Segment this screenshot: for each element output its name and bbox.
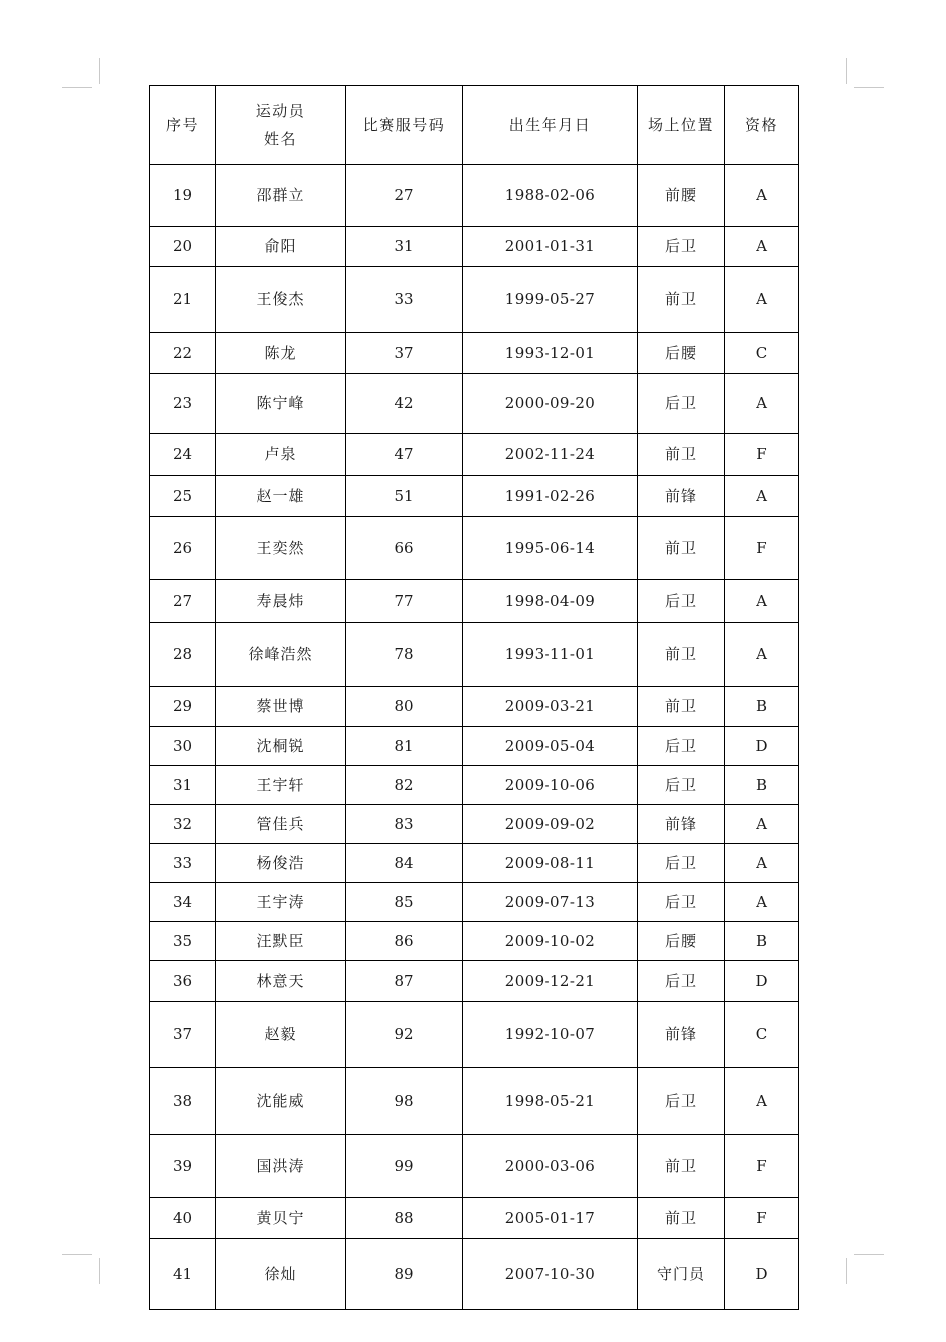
cell-idx: 19 bbox=[150, 165, 216, 227]
cell-idx: 39 bbox=[150, 1135, 216, 1198]
cell-pos: 前卫 bbox=[638, 1135, 725, 1198]
cell-name: 王奕然 bbox=[216, 517, 346, 580]
cell-qual: F bbox=[725, 1198, 799, 1239]
cell-num: 81 bbox=[346, 727, 463, 766]
cell-pos: 后卫 bbox=[638, 844, 725, 883]
cell-dob: 1992-10-07 bbox=[463, 1002, 638, 1068]
cell-name: 陈龙 bbox=[216, 333, 346, 374]
cell-idx: 38 bbox=[150, 1068, 216, 1135]
cell-qual: C bbox=[725, 1002, 799, 1068]
table-row bbox=[150, 883, 799, 922]
cell-name: 国洪涛 bbox=[216, 1135, 346, 1198]
table-row bbox=[150, 1068, 799, 1135]
cell-pos: 前卫 bbox=[638, 267, 725, 333]
cell-num: 33 bbox=[346, 267, 463, 333]
cell-name: 王宇涛 bbox=[216, 883, 346, 922]
cell-name: 沈能威 bbox=[216, 1068, 346, 1135]
cell-name: 赵毅 bbox=[216, 1002, 346, 1068]
cell-pos: 前卫 bbox=[638, 623, 725, 687]
table-row bbox=[150, 1198, 799, 1239]
cell-pos: 前腰 bbox=[638, 165, 725, 227]
cell-name: 徐峰浩然 bbox=[216, 623, 346, 687]
cell-dob: 1999-05-27 bbox=[463, 267, 638, 333]
cell-dob: 2009-03-21 bbox=[463, 687, 638, 727]
cell-pos: 后卫 bbox=[638, 883, 725, 922]
cell-num: 37 bbox=[346, 333, 463, 374]
cell-dob: 1995-06-14 bbox=[463, 517, 638, 580]
table-row bbox=[150, 374, 799, 434]
cell-idx: 37 bbox=[150, 1002, 216, 1068]
cell-qual: F bbox=[725, 517, 799, 580]
cell-pos: 前卫 bbox=[638, 687, 725, 727]
cell-qual: A bbox=[725, 623, 799, 687]
cell-name: 徐灿 bbox=[216, 1239, 346, 1310]
cell-dob: 1998-04-09 bbox=[463, 580, 638, 623]
cell-qual: A bbox=[725, 476, 799, 517]
cell-name: 汪默臣 bbox=[216, 922, 346, 961]
cell-name: 杨俊浩 bbox=[216, 844, 346, 883]
cell-dob: 2000-03-06 bbox=[463, 1135, 638, 1198]
cell-qual: D bbox=[725, 727, 799, 766]
cell-pos: 前锋 bbox=[638, 1002, 725, 1068]
cell-num: 66 bbox=[346, 517, 463, 580]
cell-qual: A bbox=[725, 580, 799, 623]
cell-dob: 1991-02-26 bbox=[463, 476, 638, 517]
cell-name: 沈桐锐 bbox=[216, 727, 346, 766]
table-row bbox=[150, 434, 799, 476]
table-header-row bbox=[150, 86, 799, 165]
table-row bbox=[150, 687, 799, 727]
cell-idx: 35 bbox=[150, 922, 216, 961]
cell-dob: 2009-12-21 bbox=[463, 961, 638, 1002]
cell-name: 蔡世博 bbox=[216, 687, 346, 727]
cell-idx: 30 bbox=[150, 727, 216, 766]
table-row bbox=[150, 766, 799, 805]
cell-name: 寿晨炜 bbox=[216, 580, 346, 623]
cell-qual: F bbox=[725, 434, 799, 476]
cell-dob: 1993-12-01 bbox=[463, 333, 638, 374]
cell-name: 卢泉 bbox=[216, 434, 346, 476]
cell-num: 99 bbox=[346, 1135, 463, 1198]
cell-pos: 前卫 bbox=[638, 517, 725, 580]
table-row bbox=[150, 227, 799, 267]
athlete-roster-table-wrapper bbox=[149, 85, 798, 1310]
cell-dob: 2009-10-02 bbox=[463, 922, 638, 961]
cell-idx: 29 bbox=[150, 687, 216, 727]
table-row bbox=[150, 1002, 799, 1068]
cell-idx: 34 bbox=[150, 883, 216, 922]
cell-qual: A bbox=[725, 374, 799, 434]
table-row bbox=[150, 267, 799, 333]
cell-name: 赵一雄 bbox=[216, 476, 346, 517]
cell-dob: 2005-01-17 bbox=[463, 1198, 638, 1239]
cell-num: 51 bbox=[346, 476, 463, 517]
cell-dob: 2000-09-20 bbox=[463, 374, 638, 434]
cell-pos: 后卫 bbox=[638, 961, 725, 1002]
cell-num: 83 bbox=[346, 805, 463, 844]
cell-qual: F bbox=[725, 1135, 799, 1198]
cell-idx: 31 bbox=[150, 766, 216, 805]
cell-idx: 20 bbox=[150, 227, 216, 267]
cell-idx: 36 bbox=[150, 961, 216, 1002]
cell-qual: A bbox=[725, 165, 799, 227]
table-row bbox=[150, 1135, 799, 1198]
cell-qual: D bbox=[725, 961, 799, 1002]
cell-dob: 2009-10-06 bbox=[463, 766, 638, 805]
cell-idx: 26 bbox=[150, 517, 216, 580]
crop-mark-bottom-right bbox=[846, 1254, 884, 1284]
cell-qual: A bbox=[725, 1068, 799, 1135]
cell-dob: 2001-01-31 bbox=[463, 227, 638, 267]
table-row bbox=[150, 727, 799, 766]
cell-pos: 前卫 bbox=[638, 1198, 725, 1239]
cell-pos: 后腰 bbox=[638, 333, 725, 374]
cell-pos: 后卫 bbox=[638, 727, 725, 766]
cell-idx: 41 bbox=[150, 1239, 216, 1310]
crop-mark-top-right bbox=[846, 58, 884, 88]
cell-dob: 1988-02-06 bbox=[463, 165, 638, 227]
cell-qual: A bbox=[725, 883, 799, 922]
cell-idx: 40 bbox=[150, 1198, 216, 1239]
cell-qual: A bbox=[725, 227, 799, 267]
cell-idx: 21 bbox=[150, 267, 216, 333]
cell-idx: 25 bbox=[150, 476, 216, 517]
table-row bbox=[150, 805, 799, 844]
cell-qual: C bbox=[725, 333, 799, 374]
cell-name: 王宇轩 bbox=[216, 766, 346, 805]
cell-name: 林意天 bbox=[216, 961, 346, 1002]
table-row bbox=[150, 517, 799, 580]
cell-name: 邵群立 bbox=[216, 165, 346, 227]
cell-pos: 后卫 bbox=[638, 227, 725, 267]
cell-pos: 前锋 bbox=[638, 805, 725, 844]
table-row bbox=[150, 580, 799, 623]
cell-num: 31 bbox=[346, 227, 463, 267]
cell-num: 85 bbox=[346, 883, 463, 922]
column-header-qual: 资格 bbox=[725, 86, 799, 165]
cell-qual: A bbox=[725, 805, 799, 844]
cell-pos: 后卫 bbox=[638, 766, 725, 805]
cell-qual: B bbox=[725, 922, 799, 961]
column-header-idx: 序号 bbox=[150, 86, 216, 165]
cell-num: 88 bbox=[346, 1198, 463, 1239]
cell-pos: 后腰 bbox=[638, 922, 725, 961]
cell-idx: 23 bbox=[150, 374, 216, 434]
cell-idx: 24 bbox=[150, 434, 216, 476]
cell-num: 98 bbox=[346, 1068, 463, 1135]
table-row bbox=[150, 476, 799, 517]
cell-name: 王俊杰 bbox=[216, 267, 346, 333]
cell-name: 俞阳 bbox=[216, 227, 346, 267]
table-body bbox=[150, 86, 799, 1310]
table-row bbox=[150, 1239, 799, 1310]
cell-pos: 前卫 bbox=[638, 434, 725, 476]
cell-num: 42 bbox=[346, 374, 463, 434]
column-header-name-line2: 姓名 bbox=[263, 130, 297, 148]
athlete-roster-table bbox=[149, 85, 799, 1310]
table-row bbox=[150, 922, 799, 961]
cell-num: 92 bbox=[346, 1002, 463, 1068]
cell-num: 80 bbox=[346, 687, 463, 727]
cell-num: 77 bbox=[346, 580, 463, 623]
crop-mark-top-left bbox=[62, 58, 100, 88]
cell-idx: 22 bbox=[150, 333, 216, 374]
cell-dob: 2002-11-24 bbox=[463, 434, 638, 476]
column-header-name bbox=[216, 86, 346, 165]
cell-dob: 1993-11-01 bbox=[463, 623, 638, 687]
cell-num: 82 bbox=[346, 766, 463, 805]
cell-num: 84 bbox=[346, 844, 463, 883]
cell-dob: 2009-07-13 bbox=[463, 883, 638, 922]
table-row bbox=[150, 844, 799, 883]
cell-pos: 后卫 bbox=[638, 374, 725, 434]
cell-num: 86 bbox=[346, 922, 463, 961]
cell-idx: 27 bbox=[150, 580, 216, 623]
cell-qual: A bbox=[725, 267, 799, 333]
column-header-name-line1: 运动员 bbox=[255, 101, 306, 120]
cell-num: 87 bbox=[346, 961, 463, 1002]
column-header-pos: 场上位置 bbox=[638, 86, 725, 165]
cell-num: 89 bbox=[346, 1239, 463, 1310]
cell-dob: 2007-10-30 bbox=[463, 1239, 638, 1310]
cell-pos: 后卫 bbox=[638, 1068, 725, 1135]
table-row bbox=[150, 333, 799, 374]
crop-mark-bottom-left bbox=[62, 1254, 100, 1284]
cell-num: 78 bbox=[346, 623, 463, 687]
cell-num: 27 bbox=[346, 165, 463, 227]
cell-dob: 2009-08-11 bbox=[463, 844, 638, 883]
table-row bbox=[150, 165, 799, 227]
cell-pos: 后卫 bbox=[638, 580, 725, 623]
cell-pos: 前锋 bbox=[638, 476, 725, 517]
cell-idx: 33 bbox=[150, 844, 216, 883]
cell-qual: B bbox=[725, 766, 799, 805]
column-header-dob: 出生年月日 bbox=[463, 86, 638, 165]
cell-name: 黄贝宁 bbox=[216, 1198, 346, 1239]
table-row bbox=[150, 961, 799, 1002]
cell-name: 陈宁峰 bbox=[216, 374, 346, 434]
cell-num: 47 bbox=[346, 434, 463, 476]
cell-dob: 1998-05-21 bbox=[463, 1068, 638, 1135]
cell-idx: 32 bbox=[150, 805, 216, 844]
cell-dob: 2009-05-04 bbox=[463, 727, 638, 766]
table-row bbox=[150, 623, 799, 687]
cell-qual: B bbox=[725, 687, 799, 727]
cell-idx: 28 bbox=[150, 623, 216, 687]
cell-qual: A bbox=[725, 844, 799, 883]
cell-name: 管佳兵 bbox=[216, 805, 346, 844]
cell-dob: 2009-09-02 bbox=[463, 805, 638, 844]
cell-qual: D bbox=[725, 1239, 799, 1310]
cell-pos: 守门员 bbox=[638, 1239, 725, 1310]
column-header-num: 比赛服号码 bbox=[346, 86, 463, 165]
